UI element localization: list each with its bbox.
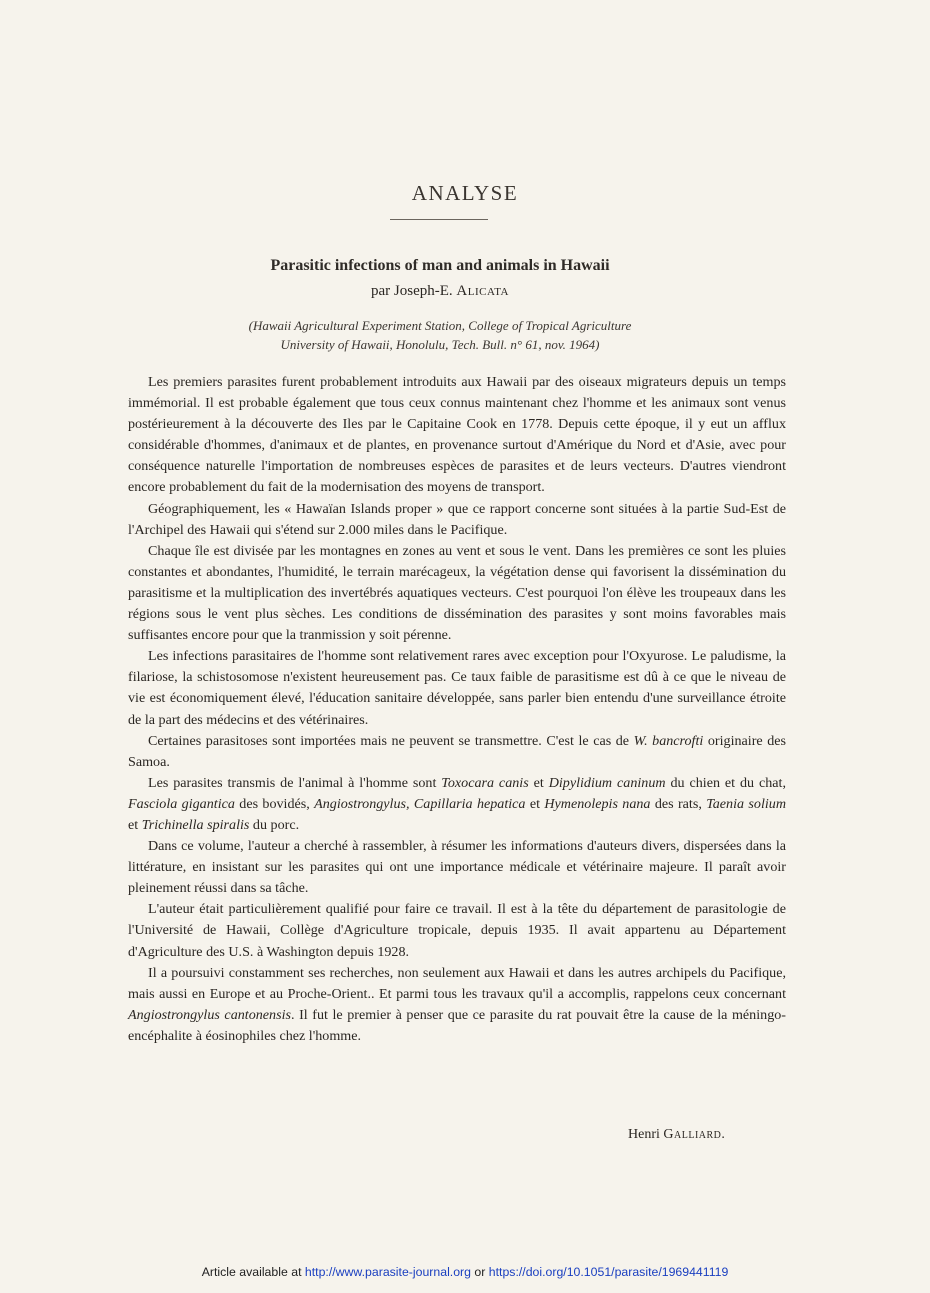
article-author (0, 283, 880, 300)
availability-footer (0, 1265, 930, 1279)
text-run: et (128, 816, 142, 833)
footer-prefix: Article available at (201, 1265, 305, 1279)
species-name: Taenia solium (706, 795, 786, 812)
affiliation-line: University of Hawaii, Honolulu, Tech. Bull. n° 61, nov. 1964) (280, 337, 600, 352)
text-run: Les premiers parasites furent probablement introduits aux Hawaii par des oiseaux migrateurs depuis un temps immémorial. Il est probable également que tous ceux connus maintenant chez l'homme et les animaux sont venus postérieurement à la découverte des Iles par le Capitaine Cook en 1778. Depuis cette époque, il y eut un afflux considérable d'hommes, d'animaux et de plantes, en provenance surtout d'Amérique du Nord et d'Asie, avec pour conséquence naturelle l'importation de nombreuses espèces de parasites et de leurs vecteurs. D'autres viendront encore probablement du fait de la modernisation des moyens de transport. (128, 374, 786, 496)
text-run: originaire des Samoa. (128, 732, 786, 770)
body-paragraph (128, 963, 786, 1047)
body-paragraph (128, 372, 786, 499)
article-title: Parasitic infections of man and animals in Hawaii (270, 257, 610, 274)
signature-surname: Galliard. (663, 1127, 726, 1142)
text-run: Dans ce volume, l'auteur a cherché à rassembler, à résumer les informations d'auteurs divers, dispersées dans la littérature, en insistant sur les parasites qui ont une importance médicale et vétérinaire majeure. Il paraît avoir pleinement réussi dans sa tâche. (128, 838, 786, 897)
body-paragraph (128, 773, 786, 836)
article-affiliation (0, 316, 880, 354)
text-run: du chien et du chat, (665, 774, 786, 791)
species-name: Fasciola gigantica (128, 795, 235, 812)
text-run: Géographiquement, les « Hawaïan Islands proper » que ce rapport concerne sont situées à la partie Sud-Est de l'Archipel des Hawaii qui s'étend sur 2.000 miles dans le Pacifique. (128, 500, 786, 538)
body-paragraph (128, 731, 786, 773)
review-body (128, 372, 786, 1047)
text-run: Certaines parasitoses sont importées mais ne peuvent se transmettre. C'est le cas de (148, 732, 634, 749)
reviewer-signature (628, 1127, 725, 1143)
text-run: Chaque île est divisée par les montagnes en zones au vent et sous le vent. Dans les premières ce sont les pluies constantes et abondantes, l'humidité, le terrain marécageux, la végétation dense qui favorisent la dissémination du parasitisme et la multiplication des invertébrés aquatiques vecteurs. C'est pourquoi l'on élève les troupeaux dans les régions sous le vent plus sèches. Les conditions de dissémination des parasites y sont moins favorables mais suffisantes encore pour que la tranmission y soit pérenne. (128, 542, 786, 644)
species-name: Toxocara canis (441, 774, 529, 791)
text-run: L'auteur était particulièrement qualifié pour faire ce travail. Il est à la tête du département de parasitologie de l'Université de Hawaii, Collège d'Agriculture tropicale, depuis 1935. Il avait appartenu au Département d'Agriculture des U.S. à Washington depuis 1928. (128, 901, 786, 960)
doi-link[interactable]: https://doi.org/10.1051/parasite/1969441119 (488, 1265, 729, 1279)
footer-middle: or (471, 1265, 489, 1279)
species-name: W. bancrofti (633, 732, 704, 749)
text-run: et (525, 795, 545, 812)
text-run: des bovidés, (234, 795, 315, 812)
text-run: et (528, 774, 549, 791)
body-paragraph (128, 836, 786, 899)
text-run: du porc. (249, 816, 300, 833)
text-run: . Il fut le premier à penser que ce parasite du rat pouvait être la cause de la méningo-encéphalite à éosinophiles chez l'homme. (128, 1006, 786, 1044)
species-name: Angiostrongylus, Capillaria hepatica (314, 795, 526, 812)
text-run: des rats, (650, 795, 707, 812)
text-run: Il a poursuivi constamment ses recherches, non seulement aux Hawaii et dans les autres archipels du Pacifique, mais aussi en Europe et au Proche-Orient.. Et parmi tous les travaux qu'il a accomplis, rappelons ceux concernant (128, 964, 786, 1002)
body-paragraph (128, 541, 786, 646)
body-paragraph (128, 646, 786, 730)
journal-link[interactable]: http://www.parasite-journal.org (304, 1265, 471, 1279)
signature-first-name: Henri (628, 1127, 660, 1142)
body-paragraph (128, 899, 786, 962)
text-run: Les parasites transmis de l'animal à l'homme sont (148, 774, 442, 791)
affiliation-line: (Hawaii Agricultural Experiment Station, College of Tropical Agriculture (248, 318, 632, 333)
species-name: Trichinella spiralis (141, 816, 250, 833)
species-name: Hymenolepis nana (544, 795, 651, 812)
text-run: Les infections parasitaires de l'homme sont relativement rares avec exception pour l'Oxyurose. Le paludisme, la filariose, la schistosomose n'existent heureusement pas. Ce taux faible de parasitisme est dû à ce que le niveau de vie est économiquement élevé, l'éducation sanitaire développée, sans parler bien entendu d'une surveillance étroite de la part des médecins et des vétérinaires. (128, 648, 786, 728)
author-prefix: par Joseph-E. (371, 283, 453, 299)
section-title: ANALYSE (411, 181, 519, 205)
title-rule (390, 219, 488, 220)
species-name: Angiostrongylus cantonensis (128, 1006, 291, 1023)
species-name: Dipylidium caninum (548, 774, 666, 791)
body-paragraph (128, 499, 786, 541)
author-surname: Alicata (456, 283, 509, 299)
